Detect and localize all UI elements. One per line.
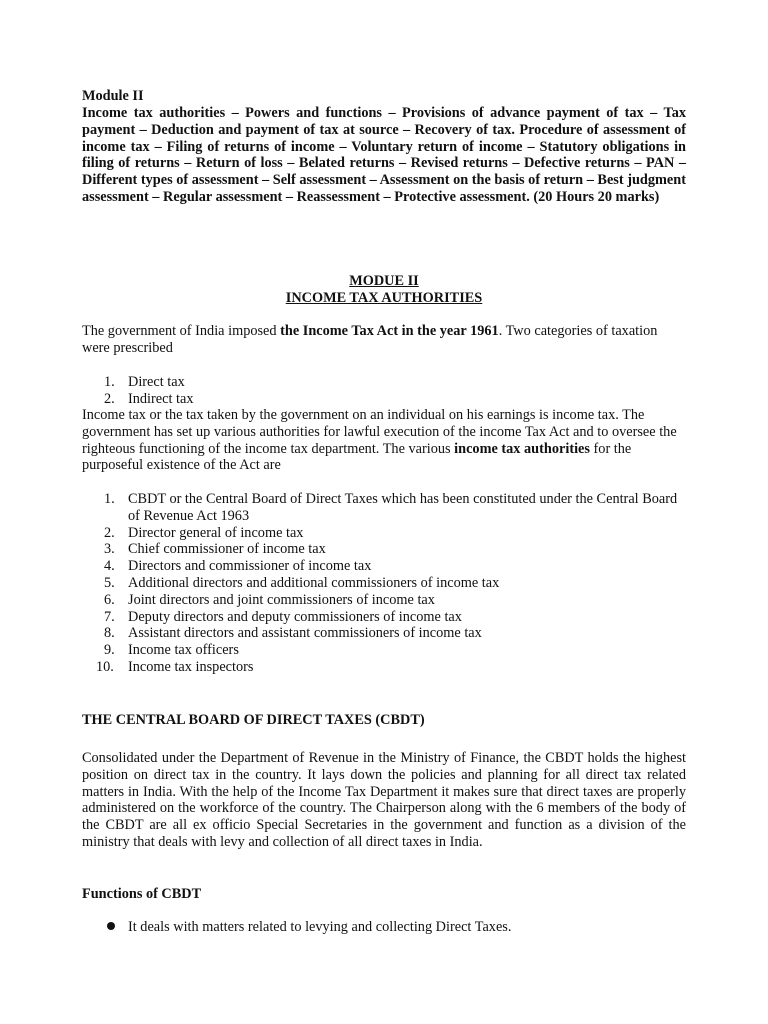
cbdt-paragraph: Consolidated under the Department of Revenue in the Ministry of Finance, the CBDT holds the highest position on direct tax in the country. It lays down the policies and planning for all direct tax related matters in India. With the help of the Income Tax Department it makes sure that direct taxes are properly administered on the workforce of the country. The Chairperson along with the 6 members of the body of the CBDT are all ex officio Special Secretaries in the government and function as a division of the ministry that deals with levy and collection of all direct taxes in India.	[82, 750, 686, 850]
para2-text-2: for the purposeful existence of the Act are	[82, 440, 632, 474]
list-number: 10.	[96, 658, 114, 675]
list-item	[82, 575, 686, 592]
list-text: Additional directors and additional commissioners of income tax	[128, 574, 500, 591]
bullet-icon	[107, 922, 115, 930]
list-number: 4.	[104, 558, 115, 575]
list-item	[82, 491, 686, 525]
list-item	[82, 642, 686, 659]
list-number: 1.	[104, 491, 115, 507]
list-text: Income tax officers	[128, 642, 239, 659]
section-title-authorities: INCOME TAX AUTHORITIES	[285, 290, 483, 306]
list-text: Indirect tax	[128, 390, 194, 407]
list-item	[82, 541, 686, 558]
list-item	[82, 625, 686, 642]
list-text: Director general of income tax	[128, 524, 304, 541]
list-number: 2.	[104, 524, 115, 541]
list-text: Income tax inspectors	[128, 658, 254, 675]
module-heading: Module II	[82, 88, 144, 104]
intro-text-1: The government of India imposed	[82, 323, 281, 339]
authorities-list	[82, 491, 686, 676]
list-number: 3.	[104, 541, 115, 558]
list-item	[82, 525, 686, 542]
list-item	[82, 391, 686, 408]
intro-text-bold: the Income Tax Act in the year 1961	[280, 323, 499, 339]
section-title-module: MODUE II	[349, 273, 419, 289]
intro-paragraph	[82, 323, 686, 357]
tax-categories-list	[82, 374, 686, 408]
para2-text-bold: income tax authorities	[454, 440, 590, 457]
list-text: Direct tax	[128, 374, 185, 390]
para2-text-1: Income tax or the tax taken by the government on an individual on his earnings is income tax. The government has set up various authorities for lawful execution of the income Tax Act and to oversee the righteous functioning of the income tax department. The various	[82, 407, 677, 457]
list-item	[82, 558, 686, 575]
list-text: Joint directors and joint commissioners of income tax	[128, 591, 435, 608]
list-text: Assistant directors and assistant commissioners of income tax	[128, 625, 482, 642]
syllabus-paragraph: Income tax authorities – Powers and functions – Provisions of advance payment of tax – Tax payment – Deduction and payment of tax at source – Recovery of tax. Procedure of assessment of income tax – Filing of returns of income – Voluntary return of income – Statutory obligations in filing of returns – Return of loss – Belated returns – Revised returns – Defective returns – PAN – Different types of assessment – Self assessment – Assessment on the basis of return – Best judgment assessment – Regular assessment – Reassessment – Protective assessment. (20 Hours 20 marks)	[82, 105, 686, 205]
list-item	[82, 374, 686, 391]
list-number: 9.	[104, 642, 115, 659]
list-text: Deputy directors and deputy commissioners of income tax	[128, 608, 462, 625]
list-number: 1.	[104, 374, 115, 390]
list-number: 6.	[104, 591, 115, 608]
list-text: Directors and commissioner of income tax	[128, 558, 372, 575]
list-text: Chief commissioner of income tax	[128, 541, 326, 558]
intro-text-2: . Two categories of taxation were prescribed	[82, 323, 658, 356]
list-number: 2.	[104, 390, 115, 407]
authorities-intro-paragraph	[82, 407, 686, 474]
cbdt-heading: THE CENTRAL BOARD OF DIRECT TAXES (CBDT)	[82, 712, 425, 728]
list-item	[82, 609, 686, 626]
list-number: 7.	[104, 608, 115, 625]
list-number: 5.	[104, 574, 115, 591]
list-number: 8.	[104, 625, 115, 642]
list-item	[82, 592, 686, 609]
functions-heading: Functions of CBDT	[82, 886, 202, 902]
function-item: It deals with matters related to levying and collecting Direct Taxes.	[128, 919, 512, 935]
list-item	[82, 659, 686, 676]
list-text: CBDT or the Central Board of Direct Taxes which has been constituted under the Central Board of Revenue Act 1963	[128, 491, 678, 524]
